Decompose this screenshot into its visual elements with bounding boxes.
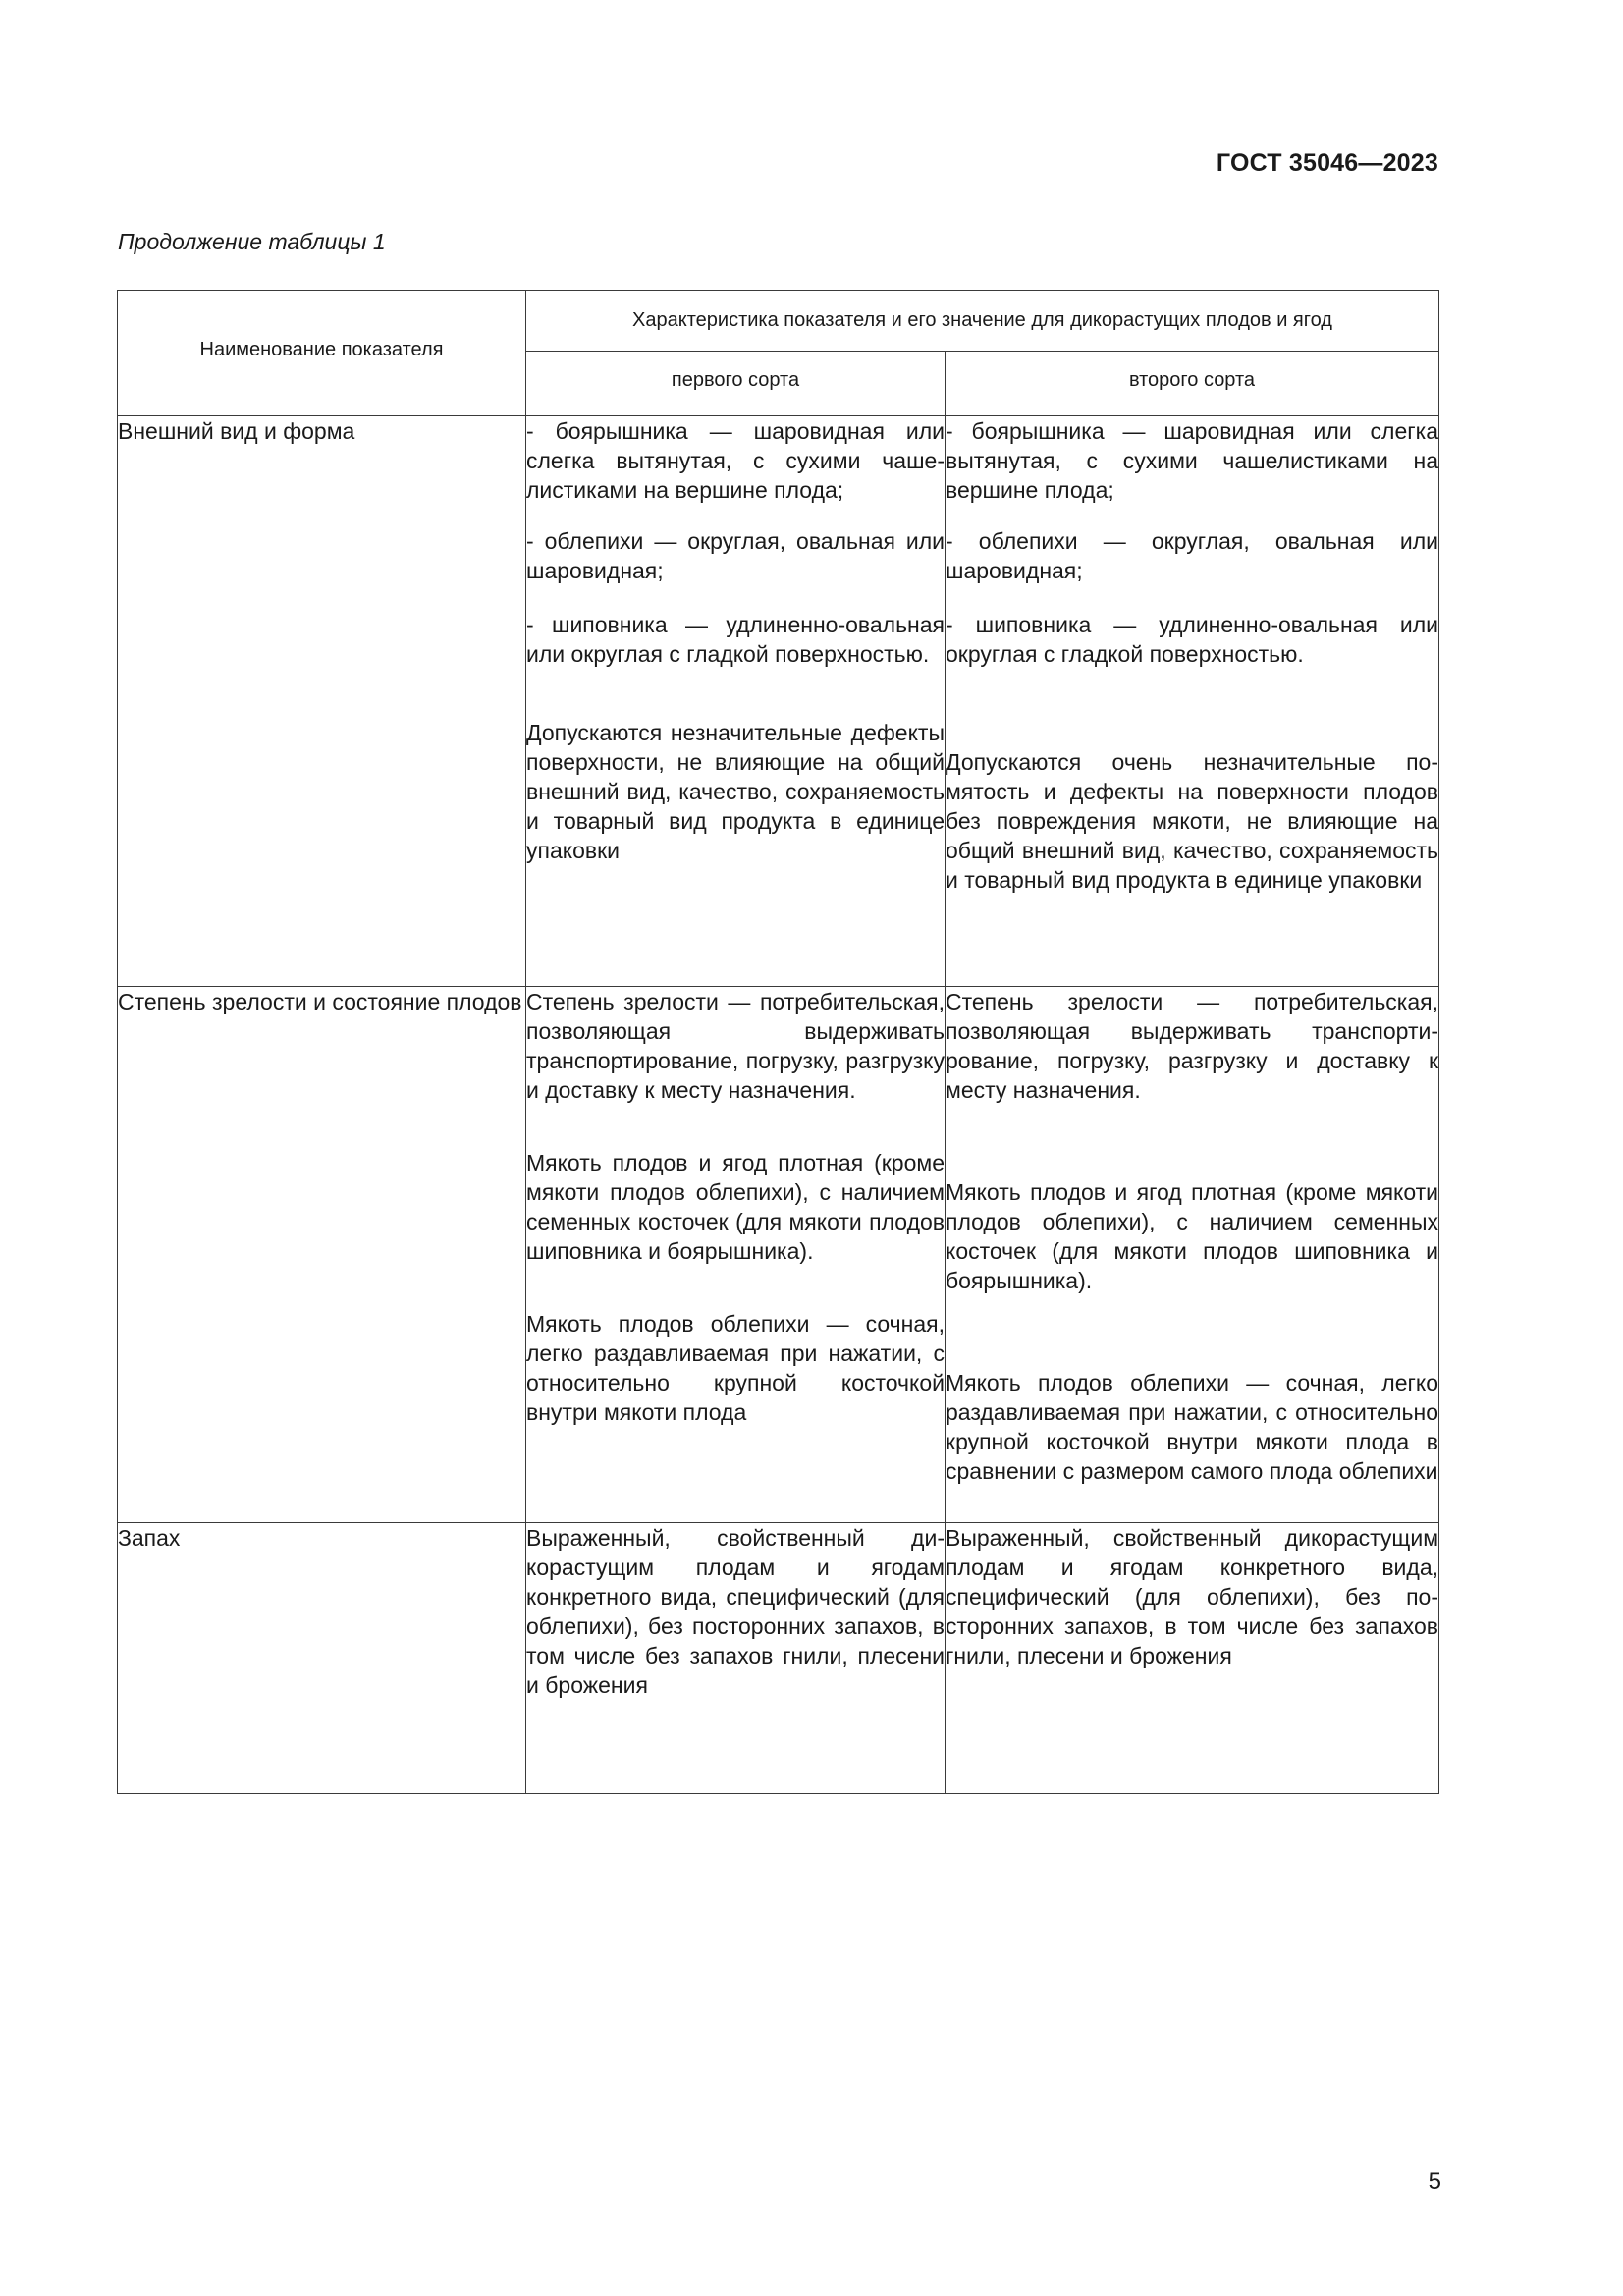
row-name: Степень зрелости и состояние плодов bbox=[118, 987, 526, 1523]
cell-second-grade bbox=[946, 987, 1439, 1523]
paragraph: Мякоть плодов и ягод плотная (кроме мякоти плодов облепихи), с наличием семенных косточек (для мякоти плодов шиповника и боярышника). bbox=[946, 1179, 1439, 1293]
header-characteristic: Характеристика показателя и его значение для дикорастущих плодов и ягод bbox=[526, 291, 1439, 352]
header-indicator-name: Наименование показателя bbox=[118, 291, 526, 410]
standard-code: ГОСТ 35046—2023 bbox=[1216, 149, 1438, 177]
cell-first-grade bbox=[526, 987, 946, 1523]
paragraph: - облепихи — округлая, овальная или шаровидная; bbox=[946, 528, 1439, 583]
cell-second-grade bbox=[946, 416, 1439, 987]
paragraph: Допускаются очень незначительные помятость и дефекты на поверхности плодов без повреждения мякоти, не влияющие на общий внешний вид, качество, сохраняемость и товарный вид продукта в единице упаковки bbox=[946, 749, 1439, 893]
paragraph: - боярышника — шаровидная или слегка вытянутая, с сухими чашелистиками на вершине плода; bbox=[946, 418, 1439, 503]
row-name: Запах bbox=[118, 1523, 526, 1794]
paragraph: Мякоть плодов облепихи — сочная, легко раздавливаемая при нажатии, с относительно крупной косточкой внутри мякоти плода в сравнении с размером самого плода облепихи bbox=[946, 1370, 1439, 1484]
paragraph: Степень зрелости — потребительская, позволяющая выдерживать транспортирование, погрузку, разгрузку и доставку к месту назначения. bbox=[946, 989, 1439, 1103]
table-row bbox=[118, 1523, 1439, 1794]
paragraph: Мякоть плодов облепихи — сочная, легко раздавливаемая при нажатии, с относительно крупной косточкой внутри мякоти плода bbox=[526, 1311, 945, 1425]
paragraph: Степень зрелости — потребительская, позволяющая выдерживать транспортирование, погрузку, разгрузку и доставку к месту назначения. bbox=[526, 989, 945, 1103]
paragraph: Мякоть плодов и ягод плотная (кроме мякоти плодов облепихи), с наличием семенных косточек (для мякоти плодов шиповника и боярышника). bbox=[526, 1150, 945, 1264]
cell-first-grade bbox=[526, 416, 946, 987]
cell-second-grade bbox=[946, 1523, 1439, 1794]
paragraph: Допускаются незначительные дефекты поверхности, не влияющие на общий внешний вид, качество, сохраняемость и товарный вид продукта в единице упаковки bbox=[526, 720, 945, 863]
paragraph: Выраженный, свойственный дикорастущим плодам и ягодам конкретного вида, специфический (для облепихи), без посторонних запахов, в том числе без запахов гнили, плесени и брожения bbox=[526, 1525, 945, 1698]
paragraph: - шиповника — удлиненно-овальная или округлая с гладкой поверхностью. bbox=[946, 612, 1439, 667]
table-header-row bbox=[118, 291, 1439, 352]
indicator-table bbox=[117, 290, 1439, 1794]
row-name: Внешний вид и форма bbox=[118, 416, 526, 987]
paragraph: - шиповника — удлиненно-овальная или округлая с гладкой поверхностью. bbox=[526, 612, 945, 667]
paragraph: Выраженный, свойственный дикорастущим плодам и ягодам конкретного вида, специфический (для облепихи), без посторонних запахов, в том числе без запахов гнили, плесени и брожения bbox=[946, 1525, 1439, 1668]
table-caption: Продолжение таблицы 1 bbox=[118, 229, 386, 254]
header-second-grade: второго сорта bbox=[946, 352, 1439, 410]
table-row bbox=[118, 416, 1439, 987]
paragraph: - облепихи — округлая, овальная или шаровидная; bbox=[526, 528, 945, 583]
table-row bbox=[118, 987, 1439, 1523]
page-number: 5 bbox=[1428, 2168, 1441, 2195]
cell-first-grade bbox=[526, 1523, 946, 1794]
header-first-grade: первого сорта bbox=[526, 352, 946, 410]
paragraph: - боярышника — шаровидная или слегка вытянутая, с сухими чашелистиками на вершине плода; bbox=[526, 418, 945, 503]
